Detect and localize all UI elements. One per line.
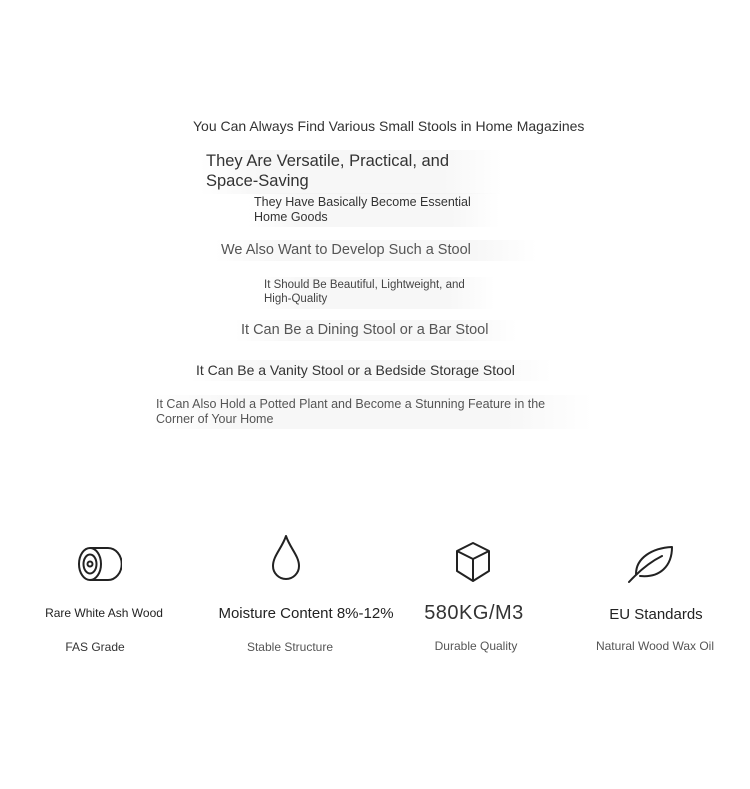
- story-line-1: You Can Always Find Various Small Stools in Home Magazines: [193, 118, 585, 134]
- feature-subtitle-moisture: Stable Structure: [246, 640, 334, 654]
- story-line-8: It Can Also Hold a Potted Plant and Become a Stunning Feature in the Corner of Your Home: [150, 395, 592, 429]
- feature-title-moisture: Moisture Content 8%-12%: [218, 605, 394, 622]
- feature-title-eu: EU Standards: [609, 606, 703, 623]
- feature-title-density: 580KG/M3: [424, 602, 524, 624]
- feature-subtitle-wood: FAS Grade: [65, 640, 125, 654]
- feature-subtitle-eu: Natural Wood Wax Oil: [595, 639, 715, 653]
- cube-icon: [454, 541, 492, 583]
- story-line-4: We Also Want to Develop Such a Stool: [215, 240, 537, 261]
- story-line-6: It Can Be a Dining Stool or a Bar Stool: [235, 320, 517, 341]
- story-line-5: It Should Be Beautiful, Lightweight, and High-Quality: [258, 277, 495, 309]
- feature-title-wood: Rare White Ash Wood: [45, 606, 163, 620]
- water-drop-icon: [270, 534, 302, 582]
- story-line-7: It Can Be a Vanity Stool or a Bedside Storage Stool: [190, 360, 552, 381]
- wood-log-icon: [76, 544, 122, 584]
- leaf-icon: [626, 544, 676, 584]
- story-line-3: They Have Basically Become Essential Home Goods: [248, 193, 500, 227]
- story-line-2: They Are Versatile, Practical, and Space-Saving: [200, 150, 502, 194]
- feature-subtitle-density: Durable Quality: [434, 639, 518, 653]
